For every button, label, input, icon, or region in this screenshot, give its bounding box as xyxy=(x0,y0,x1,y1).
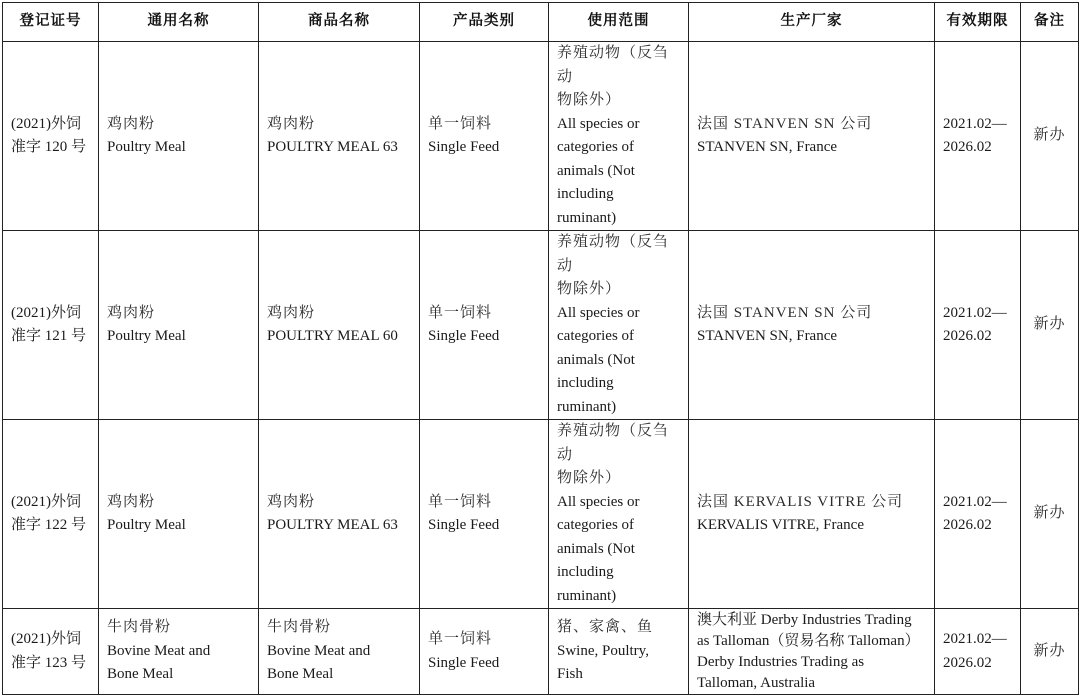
remark-cell: 新办 xyxy=(1021,231,1079,420)
common-name-cell: 鸡肉粉 Poultry Meal xyxy=(99,231,259,420)
header-category: 产品类别 xyxy=(420,3,549,42)
reg-no-cell: (2021)外饲 准字 122 号 xyxy=(3,420,99,609)
common-name-cell: 牛肉骨粉 Bovine Meat and Bone Meal xyxy=(99,609,259,695)
header-scope: 使用范围 xyxy=(549,3,689,42)
category-cell: 单一饲料 Single Feed xyxy=(420,231,549,420)
product-name-cell: 牛肉骨粉 Bovine Meat and Bone Meal xyxy=(259,609,420,695)
product-name-cell: 鸡肉粉 POULTRY MEAL 60 xyxy=(259,231,420,420)
scope-cell: 养殖动物（反刍动 物除外） All species or categories of animals (Not including ruminant) xyxy=(549,420,689,609)
scope-cell: 猪、家禽、鱼 Swine, Poultry, Fish xyxy=(549,609,689,695)
product-name-cell: 鸡肉粉 POULTRY MEAL 63 xyxy=(259,42,420,231)
header-remark: 备注 xyxy=(1021,3,1079,42)
table-row xyxy=(3,42,1079,231)
manufacturer-cell: 法国 STANVEN SN 公司 STANVEN SN, France xyxy=(689,231,935,420)
header-product-name: 商品名称 xyxy=(259,3,420,42)
header-row xyxy=(3,3,1079,42)
category-cell: 单一饲料 Single Feed xyxy=(420,42,549,231)
manufacturer-cell: 澳大利亚 Derby Industries Trading as Talloman（贸易名称 Talloman） Derby Industries Trading as Talloman, Australia xyxy=(689,609,935,695)
registration-table xyxy=(2,2,1079,695)
common-name-cell: 鸡肉粉 Poultry Meal xyxy=(99,420,259,609)
reg-no-cell: (2021)外饲 准字 123 号 xyxy=(3,609,99,695)
manufacturer-cell: 法国 KERVALIS VITRE 公司 KERVALIS VITRE, France xyxy=(689,420,935,609)
table-row xyxy=(3,231,1079,420)
remark-cell: 新办 xyxy=(1021,420,1079,609)
common-name-cell: 鸡肉粉 Poultry Meal xyxy=(99,42,259,231)
remark-cell: 新办 xyxy=(1021,609,1079,695)
header-common-name: 通用名称 xyxy=(99,3,259,42)
product-name-cell: 鸡肉粉 POULTRY MEAL 63 xyxy=(259,420,420,609)
header-reg-no: 登记证号 xyxy=(3,3,99,42)
table-row xyxy=(3,609,1079,695)
category-cell: 单一饲料 Single Feed xyxy=(420,609,549,695)
header-validity: 有效期限 xyxy=(935,3,1021,42)
scope-cell: 养殖动物（反刍动 物除外） All species or categories of animals (Not including ruminant) xyxy=(549,42,689,231)
validity-cell: 2021.02— 2026.02 xyxy=(935,42,1021,231)
table-row xyxy=(3,420,1079,609)
validity-cell: 2021.02— 2026.02 xyxy=(935,231,1021,420)
scope-cell: 养殖动物（反刍动 物除外） All species or categories of animals (Not including ruminant) xyxy=(549,231,689,420)
validity-cell: 2021.02— 2026.02 xyxy=(935,420,1021,609)
remark-cell: 新办 xyxy=(1021,42,1079,231)
reg-no-cell: (2021)外饲 准字 120 号 xyxy=(3,42,99,231)
validity-cell: 2021.02— 2026.02 xyxy=(935,609,1021,695)
category-cell: 单一饲料 Single Feed xyxy=(420,420,549,609)
reg-no-cell: (2021)外饲 准字 121 号 xyxy=(3,231,99,420)
header-manufacturer: 生产厂家 xyxy=(689,3,935,42)
manufacturer-cell: 法国 STANVEN SN 公司 STANVEN SN, France xyxy=(689,42,935,231)
